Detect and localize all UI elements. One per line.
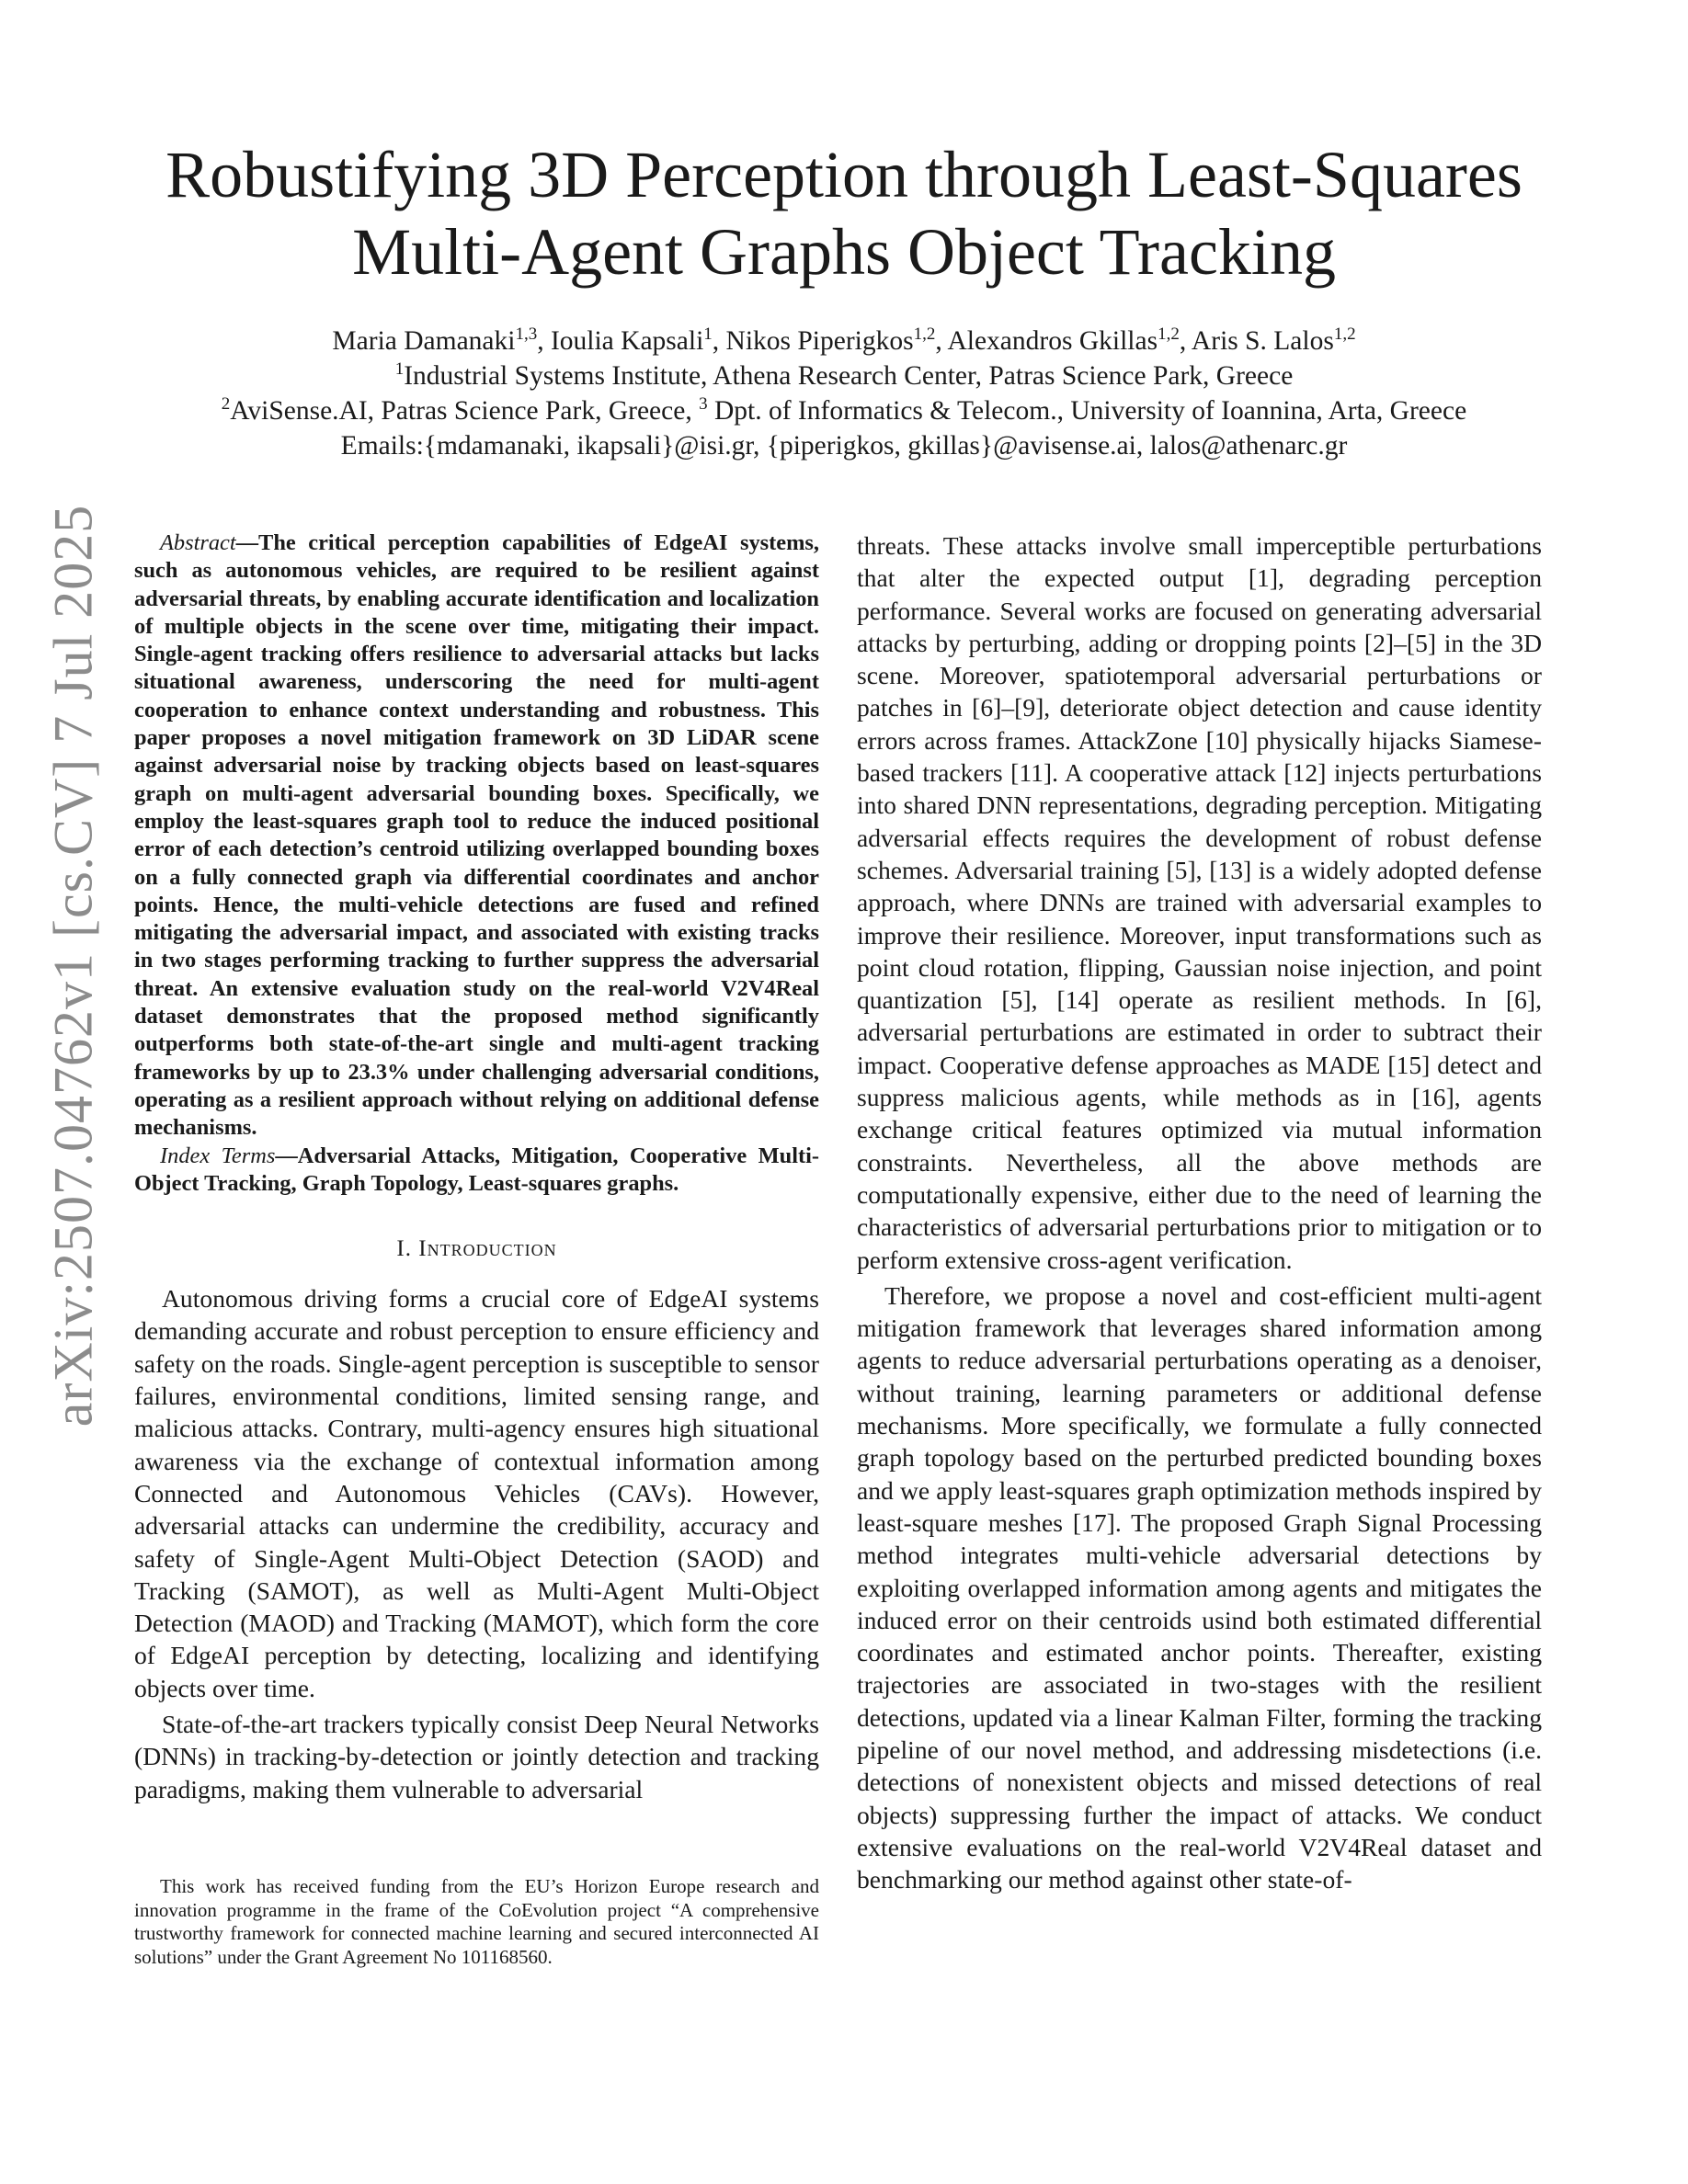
left-column [134,529,819,1805]
arxiv-identifier[interactable]: arXiv:2507.04762v1 [cs.CV] 7 Jul 2025 [42,504,104,1427]
index-terms-label: Index Terms [160,1143,276,1168]
affiliation-text: Dpt. of Informatics & Telecom., University of Ioannina, Arta, Greece [707,396,1467,426]
right-column [857,529,1542,1895]
intro-paragraph-4: Therefore, we propose a novel and cost-efficient multi-agent mitigation framework that leverages shared information among agents to reduce adversarial perturbations operating as a denoiser, without training, learning parameters or additional defense mechanisms. More specifically, we formulate a fully connected graph topology based on the perturbed predicted bounding boxes and we apply least-squares graph optimization methods inspired by least-square meshes [17]. The proposed Graph Signal Processing method integrates multi-vehicle adversarial detections by exploiting overlapped information among agents and mitigates the induced error on their centroids usind both estimated differential coordinates and estimated anchor points. Thereafter, existing trajectories are associated in two-stages with the resilient detections, updated via a linear Kalman Filter, forming the tracking pipeline of our novel method, and addressing misdetections (i.e. detections of nonexistent objects and missed detections of real objects) suppressing further the impact of attacks. We conduct extensive evaluations on the real-world V2V4Real dataset and benchmarking our method against other state-of- [857,1280,1542,1894]
abstract [134,529,819,1143]
author-affiliation-mark: 1,2 [1158,324,1180,345]
author-name: , Alexandros Gkillas [935,326,1158,356]
abstract-text: —The critical perception capabilities of EdgeAI systems, such as autonomous vehicles, are required to be resilient against adversarial threats, by enabling accurate identification and localization of multiple objects in the scene over time, mitigating their impact. Single-agent tracking offers resilience to adversarial attacks but lacks situational awareness, underscoring the need for multi-agent cooperation to enhance context understanding and robustness. This paper proposes a novel mitigation framework on 3D LiDAR scene against adversarial noise by tracking objects based on least-squares graph on multi-agent adversarial bounding boxes. Specifically, we employ the least-squares graph tool to reduce the induced positional error of each detection’s centroid utilizing overlapped bounding boxes on a fully connected graph via differential coordinates and anchor points. Hence, the multi-vehicle detections are fused and refined mitigating the adversarial impact, and associated with existing tracks in two stages performing tracking to further suppress the adversarial threat. An extensive evaluation study on the real-world V2V4Real dataset demonstrates that the proposed method significantly outperforms both state-of-the-art single and multi-agent tracking frameworks by up to 23.3% under challenging adversarial conditions, operating as a resilient approach without relying on additional defense mechanisms. [134,530,819,1141]
affiliation-line-2 [129,393,1559,428]
author-list [129,324,1559,358]
arxiv-side-stamp[interactable] [18,349,129,1581]
author-name: Maria Damanaki [332,326,516,356]
author-name: , Ioulia Kapsali [537,326,704,356]
affiliation-text: Industrial Systems Institute, Athena Research Center, Patras Science Park, Greece [404,361,1294,391]
section-title: Introduction [418,1236,557,1262]
author-affiliation-mark: 1,2 [1333,324,1356,345]
author-affiliation-mark: 1 [703,324,713,345]
affiliation-text: AviSense.AI, Patras Science Park, Greece, [230,396,700,426]
affiliation-line-1 [129,358,1559,393]
funding-footnote: This work has received funding from the EU’s Horizon Europe research and innovation programme in the frame of the CoEvolution project “A comprehensive trustworthy framework for connected machine learning and secured interconnected AI solutions” under the Grant Agreement No 101168560. [134,1875,819,1968]
index-terms [134,1143,819,1199]
section-heading-introduction [134,1236,819,1262]
section-number: I. [396,1236,419,1262]
title-line-2: Multi-Agent Graphs Object Tracking [352,215,1336,289]
author-block [129,324,1559,463]
intro-paragraph-1: Autonomous driving forms a crucial core of EdgeAI systems demanding accurate and robust perception to ensure efficiency and safety on the roads. Single-agent perception is susceptible to sensor failures, environmental conditions, limited sensing range, and malicious attacks. Contrary, multi-agency ensures high situational awareness via the exchange of contextual information among Connected and Autonomous Vehicles (CAVs). However, adversarial attacks can undermine the credibility, accuracy and safety of Single-Agent Multi-Object Detection (SAOD) and Tracking (SAMOT), as well as Multi-Agent Multi-Object Detection (MAOD) and Tracking (MAMOT), which form the core of EdgeAI perception by detecting, localizing and identifying objects over time. [134,1284,819,1702]
intro-paragraph-3: threats. These attacks involve small imperceptible perturbations that alter the expected output [1], degrading perception performance. Several works are focused on generating adversarial attacks by perturbing, adding or dropping points [2]–[5] in the 3D scene. Moreover, spatiotemporal adversarial perturbations or patches in [6]–[9], deteriorate object detection and cause identity errors across frames. AttackZone [10] physically hijacks Siamese-based trackers [11]. A cooperative attack [12] injects perturbations into shared DNN representations, degrading perception. Mitigating adversarial effects requires the development of robust defense schemes. Adversarial training [5], [13] is a widely adopted defense approach, where DNNs are trained with adversarial examples to improve their resilience. Moreover, input transformations such as point cloud rotation, flipping, Gaussian noise injection, and point quantization [5], [14] operate as resilient methods. In [6], adversarial perturbations are estimated in order to subtract their impact. Cooperative defense approaches as MADE [15] detect and suppress malicious agents, while methods as in [16], agents exchange critical features optimized via mutual information constraints. Nevertheless, all the above methods are computationally expensive, either due to the need of learning the characteristics of adversarial perturbations prior to mitigation or to perform extensive cross-agent verification. [857,531,1542,1274]
author-affiliation-mark: 1,3 [515,324,538,345]
index-terms-text: —Adversarial Attacks, Mitigation, Cooperative Multi-Object Tracking, Graph Topology, Least-squares graphs. [134,1143,819,1196]
paper-title [129,136,1559,290]
affiliation-mark: 1 [394,359,405,380]
affiliation-mark: 2 [221,394,231,415]
author-name: , Nikos Piperigkos [712,326,914,356]
affiliation-mark: 3 [699,394,708,415]
author-affiliation-mark: 1,2 [913,324,936,345]
author-emails[interactable]: Emails:{mdamanaki, ikapsali}@isi.gr, {piperigkos, gkillas}@avisense.ai, lalos@athenarc.gr [340,431,1348,461]
intro-paragraph-2: State-of-the-art trackers typically consist Deep Neural Networks (DNNs) in tracking-by-detection or jointly detection and tracking paradigms, making them vulnerable to adversarial [134,1709,819,1803]
title-line-1: Robustifying 3D Perception through Least-Squares [165,138,1523,211]
abstract-label: Abstract [160,530,236,555]
author-name: , Aris S. Lalos [1179,326,1334,356]
